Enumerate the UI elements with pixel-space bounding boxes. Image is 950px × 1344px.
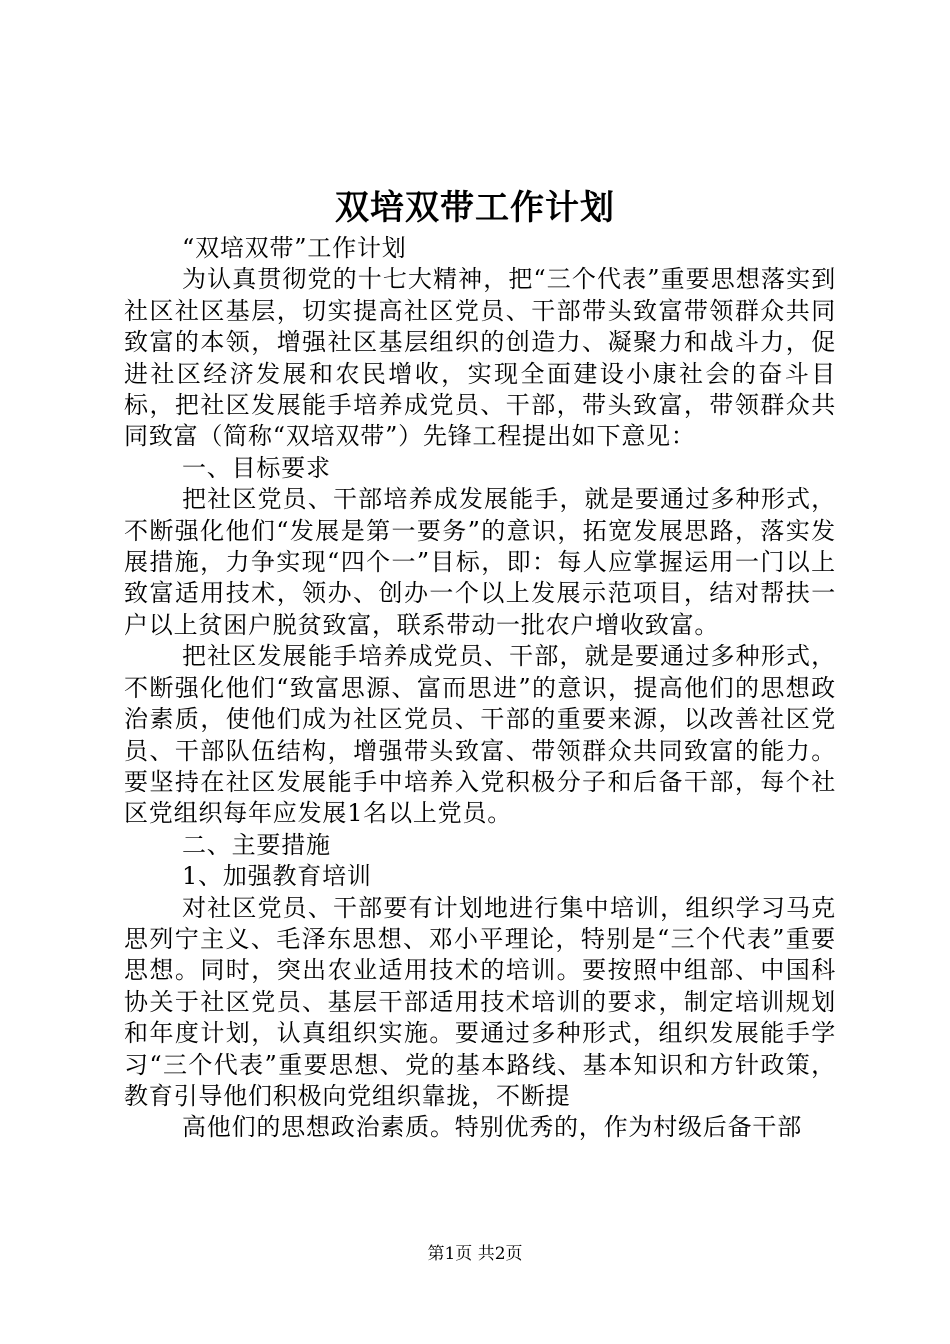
document-subtitle: “双培双带”工作计划	[182, 234, 407, 262]
section-heading-goals: 一、目标要求	[182, 453, 331, 482]
document-title: 双培双带工作计划	[335, 188, 615, 228]
subsection-heading-training: 1、加强教育培训	[182, 862, 372, 891]
training-paragraph-continued: 高他们的思想政治素质。特别优秀的，作为村级后备干部	[182, 1113, 802, 1142]
page-number-footer: 第1页 共2页	[427, 1244, 523, 1264]
section-heading-measures: 二、主要措施	[182, 830, 331, 859]
document-body	[124, 233, 836, 1144]
goals-paragraph-1: 把社区党员、干部培养成发展能手，就是要通过多种形式，不断强化他们“发展是第一要务”的意识，拓宽发展思路，落实发展措施，力争实现“四个一”目标，即：每人应掌握运用一门以上致富适用技术，领办、创办一个以上发展示范项目，结对帮扶一户以上贫困户脱贫致富，联系带动一批农户增收致富。	[124, 485, 836, 639]
intro-paragraph: 为认真贯彻党的十七大精神，把“三个代表”重要思想落实到社区社区基层，切实提高社区党员、干部带头致富带领群众共同致富的本领，增强社区基层组织的创造力、凝聚力和战斗力，促进社区经济发展和农民增收，实现全面建设小康社会的奋斗目标，把社区发展能手培养成党员、干部，带头致富，带领群众共同致富（简称“双培双带”）先锋工程提出如下意见：	[124, 265, 836, 451]
training-paragraph: 对社区党员、干部要有计划地进行集中培训，组织学习马克思列宁主义、毛泽东思想、邓小平理论，特别是“三个代表”重要思想。同时，突出农业适用技术的培训。要按照中组部、中国科协关于社区党员、基层干部适用技术培训的要求，制定培训规划和年度计划，认真组织实施。要通过多种形式，组织发展能手学习“三个代表”重要思想、党的基本路线、基本知识和方针政策，教育引导他们积极向党组织靠拢，不断提	[124, 893, 836, 1110]
goals-paragraph-2: 把社区发展能手培养成党员、干部，就是要通过多种形式，不断强化他们“致富思源、富而思进”的意识，提高他们的思想政治素质，使他们成为社区党员、干部的重要来源，以改善社区党员、干部队伍结构，增强带头致富、带领群众共同致富的能力。要坚持在社区发展能手中培养入党积极分子和后备干部，每个社区党组织每年应发展1名以上党员。	[124, 642, 836, 828]
